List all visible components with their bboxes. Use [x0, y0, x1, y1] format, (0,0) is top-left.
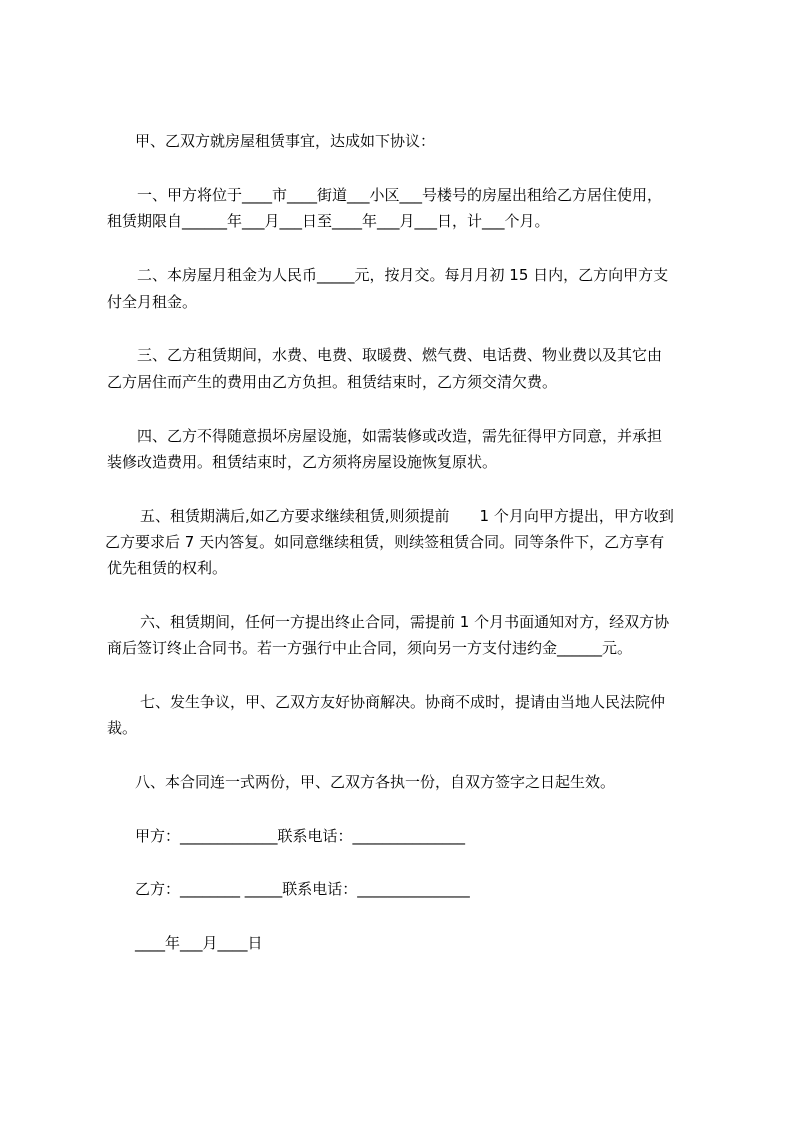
clause-5-line-1: 五、租赁期满后,如乙方要求继续租赁,则须提前 1 个月向甲方提出，甲方收到: [140, 507, 674, 525]
clause-1-line-2: 租赁期限自______年___月___日至____年___月___日，计___个月。: [107, 212, 550, 230]
clause-4-line-1: 四、乙方不得随意损坏房屋设施，如需装修或改造，需先征得甲方同意，并承担: [137, 427, 663, 445]
clause-5-line-2: 乙方要求后 7 天内答复。如同意继续租赁，则续签租赁合同。同等条件下，乙方享有: [105, 533, 665, 551]
clause-1-line-1: 一、甲方将位于____市____街道___小区___号楼号的房屋出租给乙方居住使用，: [137, 186, 663, 204]
clause-3-line-1: 三、乙方租赁期间，水费、电费、取暖费、燃气费、电话费、物业费以及其它由: [137, 346, 663, 364]
signature-party-b: 乙方：________ _____联系电话：_______________: [135, 880, 470, 898]
clause-3-line-2: 乙方居住而产生的费用由乙方负担。租赁结束时，乙方须交清欠费。: [107, 373, 558, 391]
intro-paragraph: 甲、乙双方就房屋租赁事宜，达成如下协议：: [135, 132, 436, 150]
signature-date: ____年___月____日: [135, 934, 263, 952]
clause-2-line-2: 付全月租金。: [107, 293, 198, 311]
clause-7-line-2: 裁。: [107, 719, 138, 737]
clause-7-line-1: 七、发生争议，甲、乙双方友好协商解决。协商不成时，提请由当地人民法院仲: [140, 693, 666, 711]
clause-8-line-1: 八、本合同连一式两份，甲、乙双方各执一份，自双方签字之日起生效。: [135, 773, 616, 791]
clause-2-line-1: 二、本房屋月租金为人民币_____元，按月交。每月月初 15 日内，乙方向甲方支: [137, 266, 669, 284]
signature-party-a: 甲方：_____________联系电话：_______________: [135, 827, 466, 845]
clause-6-line-1: 六、租赁期间，任何一方提出终止合同，需提前 1 个月书面通知对方，经双方协: [140, 613, 670, 631]
clause-6-line-2: 商后签订终止合同书。若一方强行中止合同，须向另一方支付违约金______元。: [107, 639, 633, 657]
clause-5-line-3: 优先租赁的权利。: [107, 559, 228, 577]
clause-4-line-2: 装修改造费用。租赁结束时，乙方须将房屋设施恢复原状。: [107, 453, 498, 471]
